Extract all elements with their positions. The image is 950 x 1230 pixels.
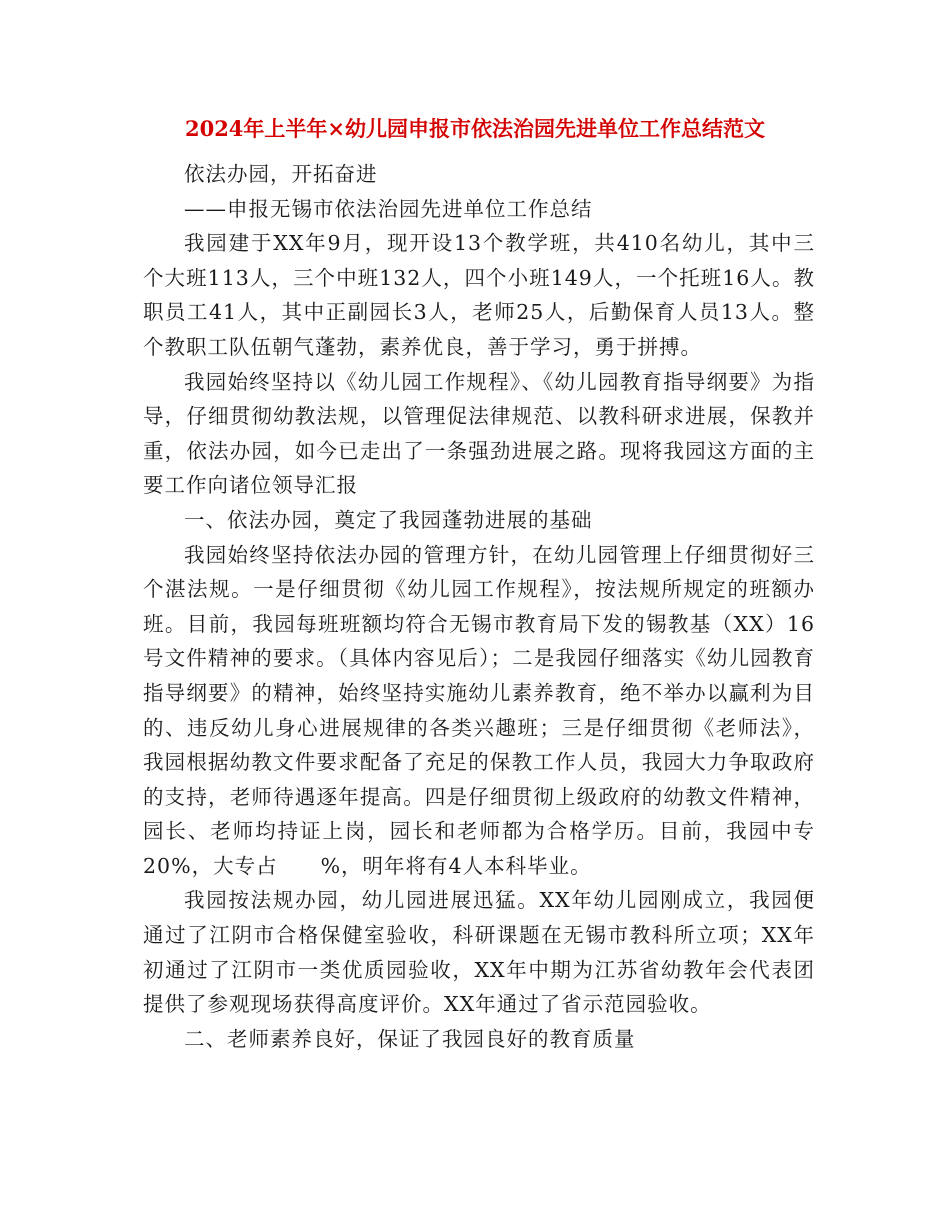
document-title: 2024年上半年×幼儿园申报市依法治园先进单位工作总结范文 (184, 116, 766, 141)
section-heading-2: 二、老师素养良好，保证了我园良好的教育质量 (184, 1026, 636, 1051)
subtitle-line: 依法办园，开拓奋进 (184, 162, 378, 186)
paragraph-guidance: 我园始终坚持以《幼儿园工作规程》、《幼儿园教育指导纲要》为指导，仔细贯彻幼教法规，以管理促法律规范、以教科研求进展，保教并重，依法办园，如今已走出了一条强劲进展之路。现将我园这方面的主要工作向诸位领导汇报 (143, 369, 815, 498)
paragraph-intro: 我园建于XX年9月，现开设13个教学班，共410名幼儿，其中三个大班113人，三个中班132人，四个小班149人，一个托班16人。教职员工41人，其中正副园长3人，老师25人，后勤保育人员13人。整个教职工队伍朝气蓬勃，素养优良，善于学习，勇于拼搏。 (143, 231, 815, 359)
paragraph-regulations: 我园始终坚持依法办园的管理方针，在幼儿园管理上仔细贯彻好三个湛法规。一是仔细贯彻《幼儿园工作规程》，按法规所规定的班额办班。目前，我园每班班额均符合无锡市教育局下发的锡教基（XX）16号文件精神的要求。（具体内容见后）；二是我园仔细落实《幼儿园教育指导纲要》的精神，始终坚持实施幼儿素养教育，绝不举办以赢利为目的、违反幼儿身心进展规律的各类兴趣班；三是仔细贯彻《老师法》，我园根据幼教文件要求配备了充足的保教工作人员，我园大力争取政府的支持，老师待遇逐年提高。四是仔细贯彻上级政府的幼教文件精神，园长、老师均持证上岗，园长和老师都为合格学历。目前，我园中专20%，大专占 %，明年将有4人本科毕业。 (143, 542, 815, 878)
document-body (143, 157, 815, 1056)
paragraph-development: 我园按法规办园，幼儿园进展迅猛。XX年幼儿园刚成立，我园便通过了江阴市合格保健室验收，科研课题在无锡市教科所立项；XX年初通过了江阴市一类优质园验收，XX年中期为江苏省幼教年会代表团提供了参观现场获得高度评价。XX年通过了省示范园验收。 (143, 888, 815, 1017)
section-heading-1: 一、依法办园，奠定了我园蓬勃进展的基础 (184, 507, 593, 532)
subtitle-subline: ——申报无锡市依法治园先进单位工作总结 (184, 196, 593, 221)
